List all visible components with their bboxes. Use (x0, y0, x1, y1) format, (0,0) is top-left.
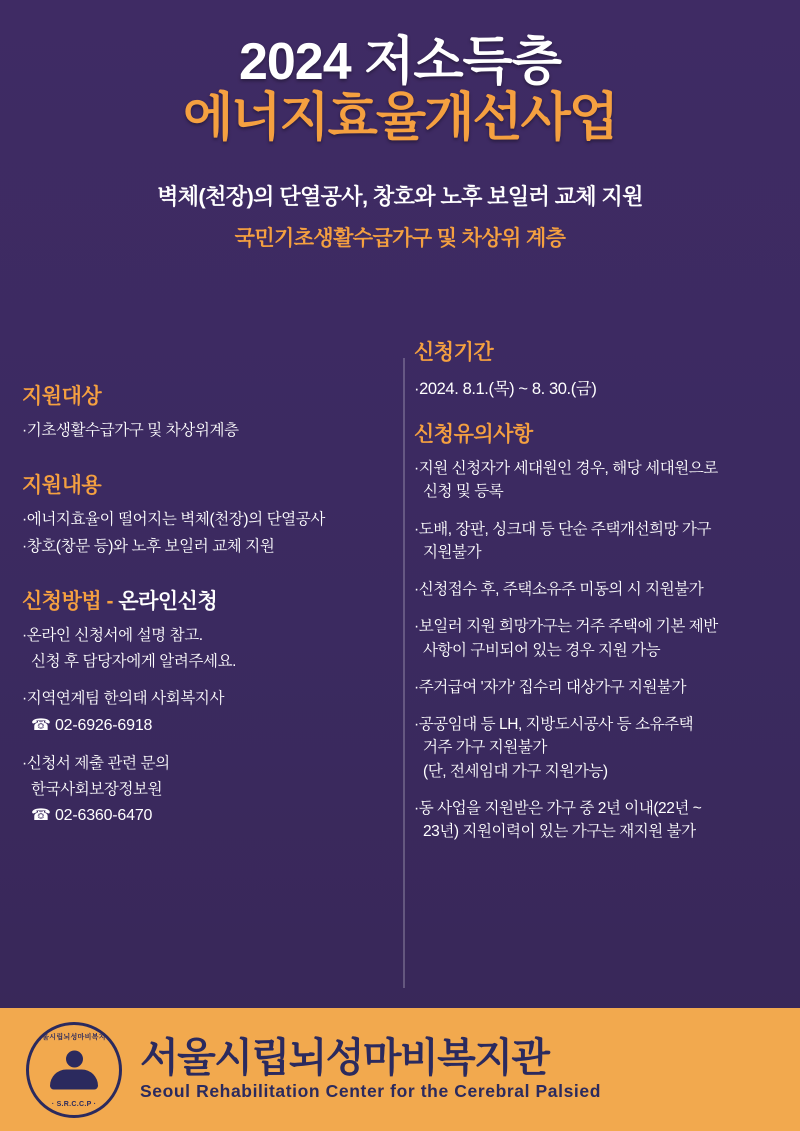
note-line: ·주거급여 '자가' 집수리 대상가구 지원불가 (414, 678, 687, 696)
spacer (22, 741, 382, 752)
section-notes (414, 418, 784, 843)
section-apply-period (414, 336, 784, 399)
logo-body-shape (50, 1069, 98, 1089)
section-apply-method (22, 585, 382, 828)
section-heading-notes: 신청유의사항 (414, 423, 533, 446)
contact-one-phone[interactable]: ☎ 02-6926-6918 (31, 716, 153, 734)
note-line: ·동 사업을 지원받은 가구 중 2년 이내(22년 ~ (414, 799, 702, 817)
note-item (414, 457, 784, 504)
organization-name-block (140, 1037, 601, 1102)
spacer (22, 676, 382, 687)
subtitle-secondary: 국민기초생활수급가구 및 차상위 계층 (234, 227, 566, 251)
note-line: (단, 전세임대 가구 지원가능) (423, 762, 608, 780)
apply-method-item: 신청 후 담당자에게 알려주세요. (31, 653, 237, 670)
method-heading-orange: 신청방법 - (22, 589, 119, 613)
support-target-item: ·기초생활수급가구 및 차상위계층 (22, 422, 239, 439)
column-divider (403, 358, 405, 988)
contact-two-label: ·신청서 제출 관련 문의 (22, 754, 170, 772)
support-content-item: ·에너지효율이 떨어지는 벽체(천장)의 단열공사 (22, 511, 325, 529)
page-title-line2: 에너지효율개선사업 (182, 89, 618, 148)
apply-period-value: ·2024. 8.1.(목) ~ 8. 30.(금) (414, 380, 597, 398)
contact-two-phone[interactable]: ☎ 02-6360-6470 (31, 807, 153, 824)
section-heading-method (22, 585, 382, 615)
note-item (414, 713, 784, 783)
section-support-target (22, 380, 382, 442)
section-support-content (22, 469, 382, 558)
note-line: ·보일러 지원 희망가구는 거주 주택에 기본 제반 (414, 618, 718, 636)
note-item (414, 676, 784, 699)
contact-one-name: ·지역연계팀 한의태 사회복지사 (22, 690, 225, 708)
page-title-line1: 2024 저소득층 (238, 33, 562, 91)
logo-ring-text-bottom: · S.R.C.C.P · (51, 1100, 97, 1108)
section-heading-content: 지원내용 (22, 474, 102, 498)
note-line: 지원불가 (423, 543, 482, 561)
poster-header (0, 0, 800, 252)
logo-head-shape (66, 1050, 83, 1067)
content-columns (0, 336, 800, 1008)
note-line: 거주 가구 지원불가 (423, 739, 547, 757)
left-column (0, 336, 392, 1008)
note-line: ·신청접수 후, 주택소유주 미동의 시 지원불가 (414, 581, 704, 598)
right-column (392, 336, 800, 1008)
logo-figure-glyph (50, 1050, 98, 1089)
support-content-item: ·창호(창문 등)와 노후 보일러 교체 지원 (22, 537, 275, 555)
poster-footer (0, 1008, 800, 1131)
section-heading-target: 지원대상 (22, 385, 102, 408)
note-line: 사항이 구비되어 있는 경우 지원 가능 (423, 641, 661, 659)
note-item (414, 578, 784, 601)
note-line: ·지원 신청자가 세대원인 경우, 해당 세대원으로 (414, 460, 718, 477)
note-item (414, 615, 784, 662)
apply-method-item: ·온라인 신청서에 설명 참고. (22, 626, 203, 644)
note-line: 신청 및 등록 (423, 483, 504, 501)
note-line: ·도배, 장판, 싱크대 등 단순 주택개선희망 가구 (414, 520, 711, 538)
note-item (414, 797, 784, 844)
organization-name-korean: 서울시립뇌성마비복지관 (140, 1036, 549, 1080)
note-item (414, 518, 784, 565)
organization-logo-icon (26, 1022, 122, 1118)
subtitle-primary: 벽체(천장)의 단열공사, 창호와 노후 보일러 교체 지원 (157, 184, 643, 210)
note-line: 23년) 지원이력이 있는 가구는 재지원 불가 (423, 823, 696, 840)
organization-name-english: Seoul Rehabilitation Center for the Cerebral Palsied (140, 1081, 602, 1101)
contact-two-org: 한국사회보장정보원 (31, 780, 163, 798)
section-heading-period: 신청기간 (414, 341, 494, 364)
note-line: ·공공임대 등 LH, 지방도시공사 등 소유주택 (414, 716, 694, 733)
logo-ring-text-top: 서울시립뇌성마비복지관 (35, 1033, 113, 1041)
method-heading-white: 온라인신청 (118, 589, 218, 613)
